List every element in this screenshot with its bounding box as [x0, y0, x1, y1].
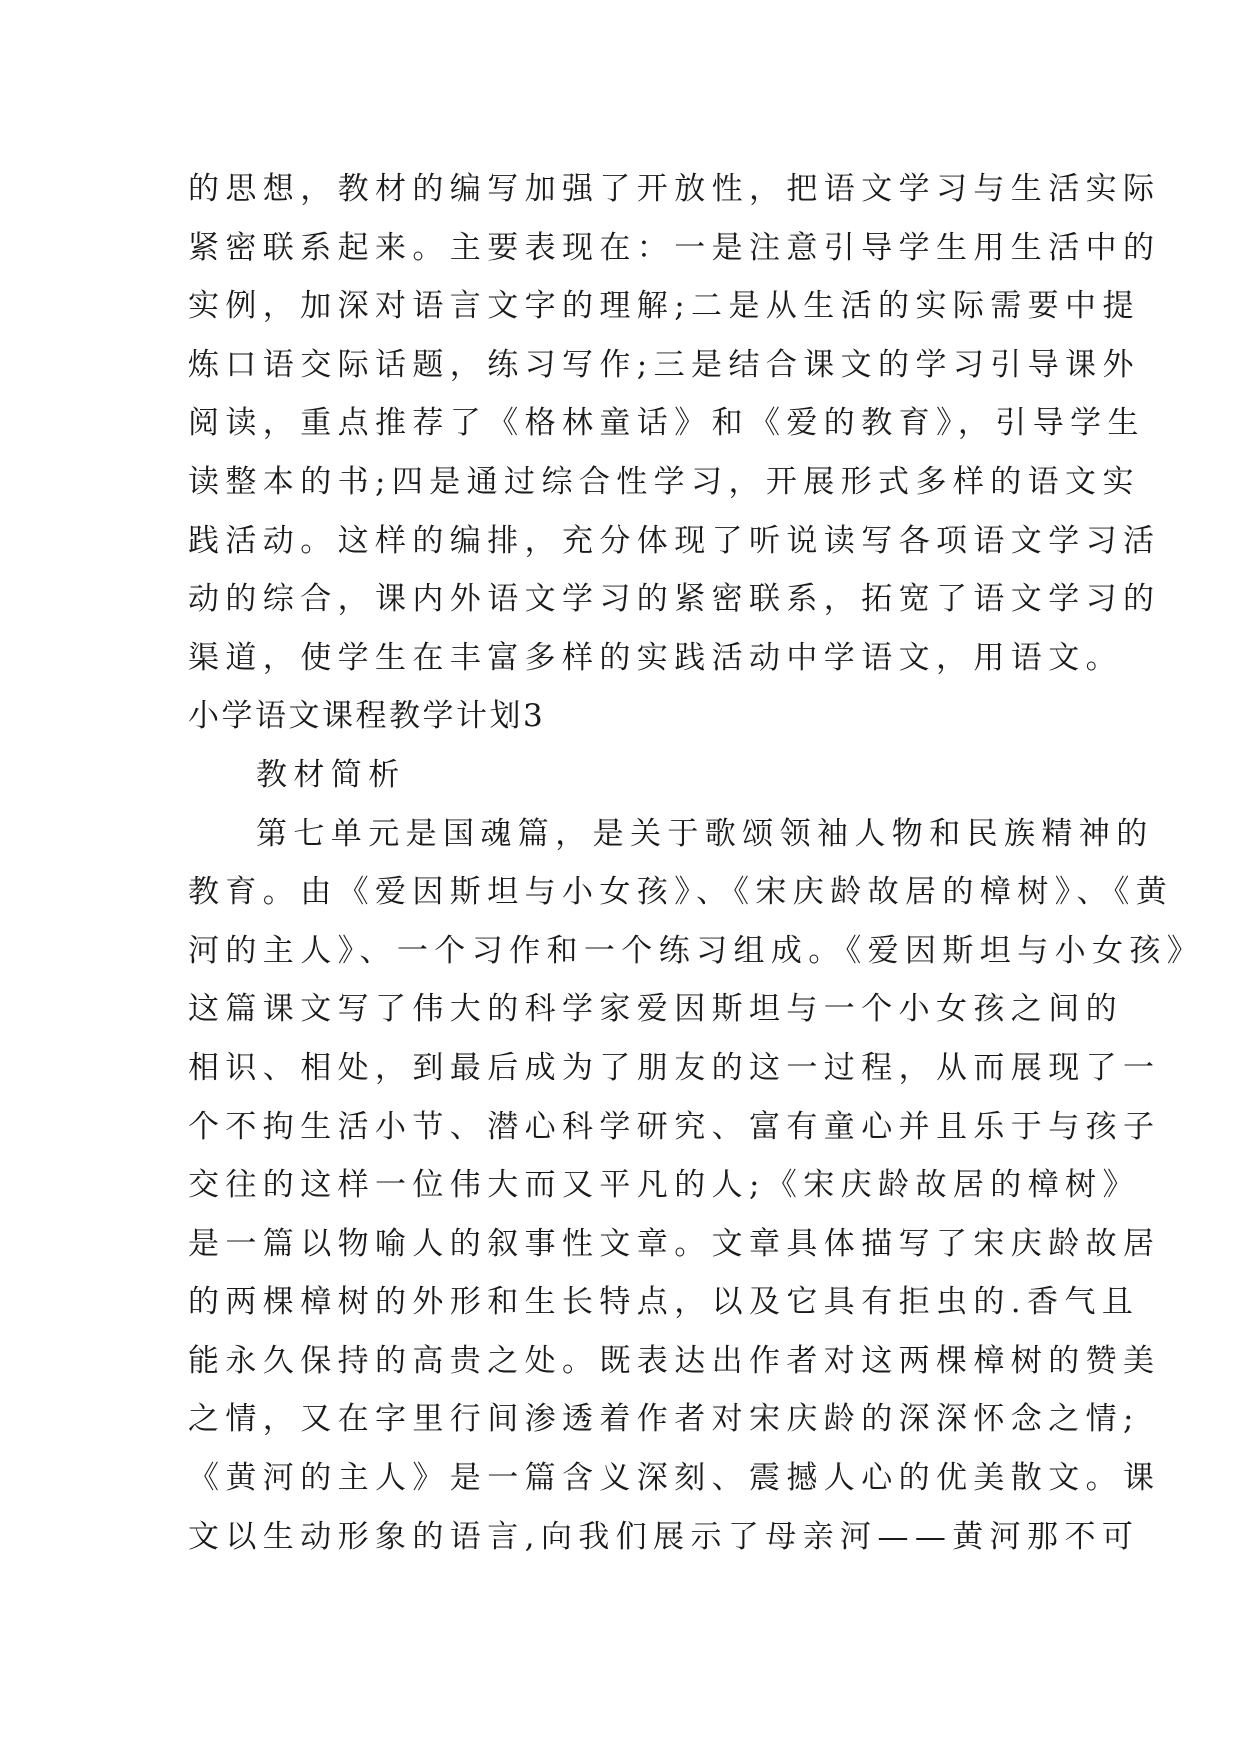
text-line: 渠道，使学生在丰富多样的实践活动中学语文，用语文。 — [188, 639, 1123, 676]
text-line: 的思想，教材的编写加强了开放性，把语文学习与生活实际 — [188, 171, 1161, 207]
text-line: 实例，加深对语言文字的理解;二是从生活的实际需要中提 — [188, 288, 1140, 325]
subheading: 教材简析 — [256, 756, 406, 793]
text-line: 河的主人》、一个习作和一个练习组成。《爱因斯坦与小女孩》 — [188, 932, 1205, 969]
text-line: 第七单元是国魂篇，是关于歌颂领袖人物和民族精神的 — [256, 815, 1154, 852]
text-line: 的两棵樟树的外形和生长特点，以及它具有拒虫的.香气且 — [188, 1284, 1140, 1321]
text-line: 《黄河的主人》是一篇含义深刻、震撼人心的优美散文。课 — [188, 1460, 1161, 1497]
text-line: 之情，又在字里行间渗透着作者对宋庆龄的深深怀念之情; — [188, 1401, 1140, 1438]
text-line: 这篇课文写了伟大的科学家爱因斯坦与一个小女孩之间的 — [188, 991, 1123, 1028]
paragraph-textbook-analysis — [188, 805, 1205, 1567]
text-line: 相识、相处，到最后成为了朋友的这一过程，从而展现了一 — [188, 1049, 1161, 1086]
text-line: 文以生动形象的语言,向我们展示了母亲河——黄河那不可 — [188, 1518, 1140, 1555]
text-line: 能永久保持的高贵之处。既表达出作者对这两棵樟树的赞美 — [188, 1342, 1161, 1379]
text-line: 紧密联系起来。主要表现在：一是注意引导学生用生活中的 — [188, 229, 1161, 266]
text-line: 个不拘生活小节、潜心科学研究、富有童心并且乐于与孩子 — [188, 1108, 1161, 1145]
text-line: 践活动。这样的编排，充分体现了听说读写各项语文学习活 — [188, 522, 1161, 559]
text-line: 交往的这样一位伟大而又平凡的人;《宋庆龄故居的樟树》 — [188, 1167, 1140, 1204]
text-line: 阅读，重点推荐了《格林童话》和《爱的教育》，引导学生 — [188, 405, 1145, 442]
text-line: 炼口语交际话题，练习写作;三是结合课文的学习引导课外 — [188, 346, 1140, 383]
text-line: 动的综合，课内外语文学习的紧密联系，拓宽了语文学习的 — [188, 581, 1161, 618]
paragraph-continued — [188, 160, 1161, 687]
text-line: 读整本的书;四是通过综合性学习，开展形式多样的语文实 — [188, 463, 1140, 500]
text-line: 是一篇以物喻人的叙事性文章。文章具体描写了宋庆龄故居 — [188, 1225, 1161, 1262]
section-title: 小学语文课程教学计划3 — [188, 698, 546, 735]
text-line: 教育。由《爱因斯坦与小女孩》、《宋庆龄故居的樟树》、《黄 — [188, 874, 1174, 911]
document-page — [188, 160, 1205, 1566]
